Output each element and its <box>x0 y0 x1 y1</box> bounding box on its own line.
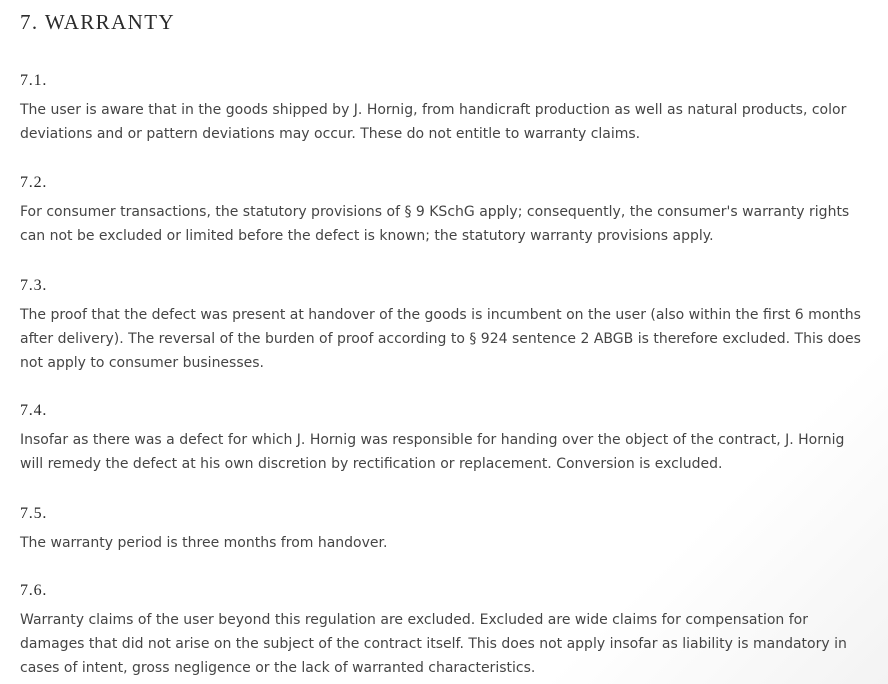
clause-number: 7.2. <box>20 174 48 191</box>
clause-number: 7.6. <box>20 582 48 599</box>
clause-number: 7.4. <box>20 402 48 419</box>
clause-number: 7.3. <box>20 277 48 294</box>
clause-7-4 <box>20 400 870 476</box>
clause-7-3 <box>20 275 870 375</box>
clause-text: For consumer transactions, the statutory provisions of § 9 KSchG apply; consequently, the consumer's warranty rights can not be excluded or limited before the defect is known; the statutory warranty provisions apply. <box>20 204 850 244</box>
clause-number: 7.1. <box>20 72 48 89</box>
clause-text: Insofar as there was a defect for which J. Hornig was responsible for handing over the object of the contract, J. Hornig will remedy the defect at his own discretion by rectification or replacement. Conversion is excluded. <box>20 432 845 472</box>
clause-7-6 <box>20 580 870 680</box>
clause-text: The proof that the defect was present at handover of the goods is incumbent on the user (also within the first 6 months after delivery). The reversal of the burden of proof according to § 924 sentence 2 ABGB is therefore excluded. This does not apply to consumer businesses. <box>20 307 861 371</box>
clause-7-1 <box>20 70 870 146</box>
clause-7-2 <box>20 172 870 248</box>
clause-number: 7.5. <box>20 505 48 522</box>
clause-text: The user is aware that in the goods shipped by J. Hornig, from handicraft production as well as natural products, color deviations and or pattern deviations may occur. These do not entitle to warranty claims. <box>20 102 847 142</box>
section-title: 7. WARRANTY <box>20 10 176 34</box>
clause-7-5 <box>20 503 870 555</box>
clause-text: The warranty period is three months from handover. <box>20 535 388 551</box>
clause-text: Warranty claims of the user beyond this regulation are excluded. Excluded are wide claims for compensation for damages that did not arise on the subject of the contract itself. This does not apply insofar as liability is mandatory in cases of intent, gross negligence or the lack of warranted characteristics. <box>20 612 847 676</box>
